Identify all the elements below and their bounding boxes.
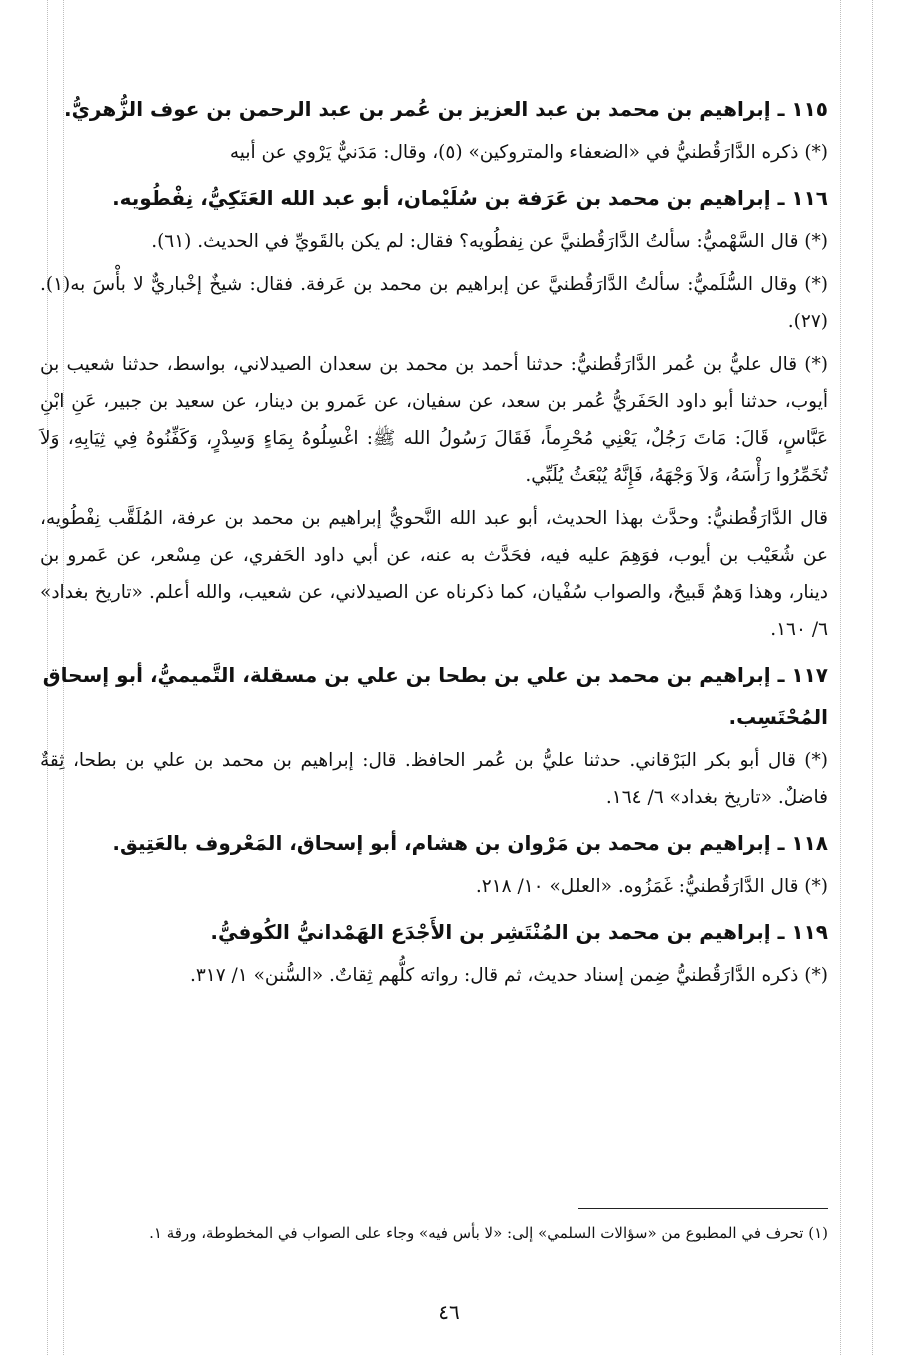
entry-text: قال الدَّارَقُطنيُّ: وحدَّث بهذا الحديث، أبو عبد الله النَّحويُّ إبراهيم بن محمد بن عرفة، المُلَقَّب نِفْطُويه، عن شُعَيْب بن أيوب، فوَهِمَ عليه فيه، فحَدَّث به عنه، عن أبي داود الحَفري، عن مِسْعر، عن عَمرو بن دينار، وهذا وَهمٌ قَبيحٌ، والصواب سُفْيان، كما ذكرناه عن الصيدلاني، عن شعيب، والله أعلم. «تاريخ بغداد» ٦/ ١٦٠. — [40, 508, 828, 640]
entry-text: (*) ذكره الدَّارَقُطنيُّ ضِمن إسناد حديث، ثم قال: رواته كلُّهم ثِقاتٌ. «السُّنن» ١/ ٣١٧. — [189, 965, 828, 986]
entry-heading-116: ١١٦ ـ إبراهيم بن محمد بن عَرَفة بن سُلَيْمان، أبو عبد الله العَتَكِيُّ، نِفْطُويه. — [112, 186, 828, 210]
footnote-divider — [578, 1208, 828, 1209]
entry-text: (*) قال أبو بكر البَرْقاني. حدثنا عليُّ بن عُمر الحافظ. قال: إبراهيم بن محمد بن علي بن بطحا، ثِقةٌ فاضلٌ. «تاريخ بغداد» ٦/ ١٦٤. — [40, 750, 828, 808]
entry-heading-115: ١١٥ ـ إبراهيم بن محمد بن عبد العزيز بن عُمر بن عبد الرحمن بن عوف الزُّهريُّ. — [64, 97, 828, 121]
entry-text: (*) ذكره الدَّارَقُطنيُّ في «الضعفاء والمتروكين» (٥)، وقال: مَدَنيٌّ يَرْوي عن أبيه — [229, 142, 828, 163]
entry-heading-118: ١١٨ ـ إبراهيم بن محمد بن مَرْوان بن هشام، أبو إسحاق، المَعْروف بالعَتِيق. — [112, 831, 828, 855]
entry-text: (*) وقال السُّلَميُّ: سألتُ الدَّارَقُطنيَّ عن إبراهيم بن محمد بن عَرفة. فقال: شيخٌ إخْباريٌّ لا بأْسَ به(١). (٢٧). — [40, 274, 828, 332]
entry-heading-117: ١١٧ ـ إبراهيم بن محمد بن علي بن بطحا بن علي بن مسقلة، التَّميميُّ، أبو إسحاق المُحْتَسِب. — [42, 663, 828, 729]
page-number: ٤٦ — [438, 1300, 460, 1324]
page-body — [40, 88, 828, 1355]
entry-heading-119: ١١٩ ـ إبراهيم بن محمد بن المُنْتَشِر بن الأَجْدَع الهَمْدانيُّ الكُوفيُّ. — [210, 920, 828, 944]
entry-text: (*) قال الدَّارَقُطنيُّ: غَمَزُوه. «العلل» ١٠/ ٢١٨. — [475, 876, 828, 897]
entry-text: (*) قال عليُّ بن عُمر الدَّارَقُطنيُّ: حدثنا أحمد بن محمد بن سعدان الصيدلاني، بواسط، حدثنا شعيب بن أيوب، حدثنا أبو داود الحَفَريُّ عُمر بن سعد، عن سفيان، عن عَمرو بن دينار، عن سعيد بن جبير، عَنِ ابْنِ عَبَّاسٍ، قَالَ: مَاتَ رَجُلٌ، يَعْنِي مُحْرِماً، فَقَالَ رَسُولُ الله ﷺ: اغْسِلُوهُ بِمَاءٍ وَسِدْرٍ، وَكَفِّنُوهُ فِي ثِيَابِهِ، وَلاَ تُخَمِّرُوا رَأْسَهُ، وَلاَ وَجْهَهُ، فَإِنَّهُ يُبْعَثُ يُلَبِّي. — [40, 354, 828, 486]
entry-text: (*) قال السَّهْميُّ: سألتُ الدَّارَقُطنيَّ عن نِفطُويه؟ فقال: لم يكن بالقَويِّ في الحديث. (٦١). — [151, 231, 828, 252]
footnote-1: (١) تحرف في المطبوع من «سؤالات السلمي» إلى: «لا بأس فيه» وجاء على الصواب في المخطوطة، ورقة ١. — [149, 1224, 828, 1242]
footnotes — [40, 1218, 828, 1248]
